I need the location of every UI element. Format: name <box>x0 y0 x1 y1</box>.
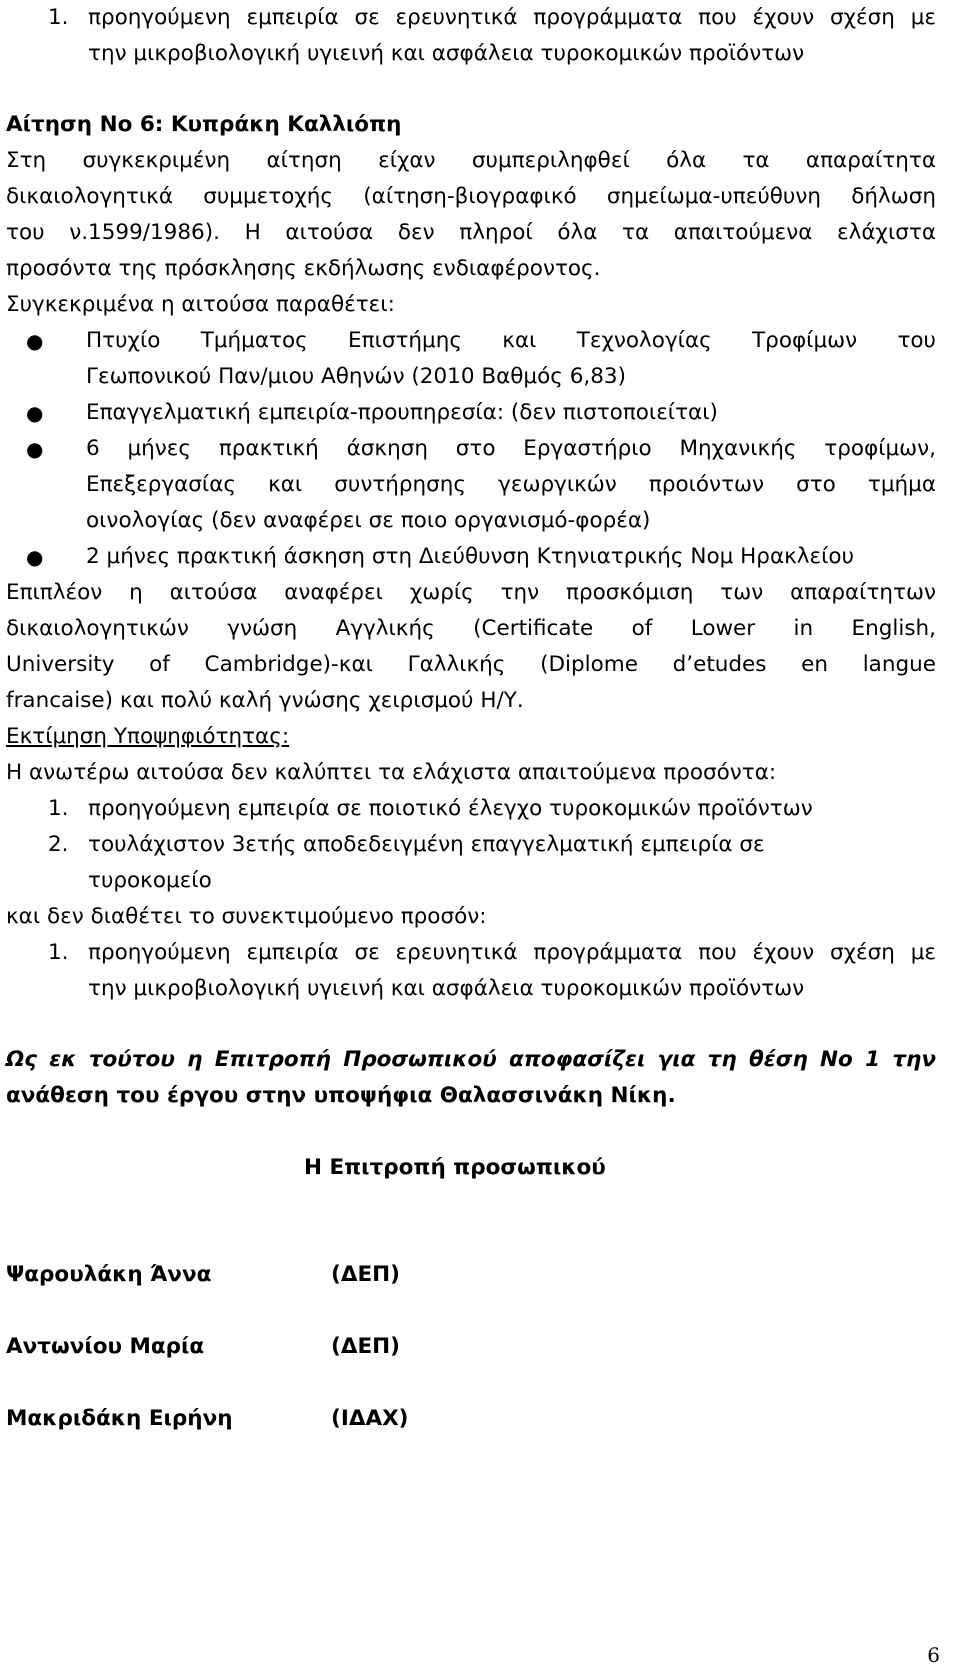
extra-line-3: University of Cambridge)-και Γαλλικής (Diplome d’etudes en langue <box>6 652 936 677</box>
not-covered-2-line-2: τυροκομείο <box>88 868 212 893</box>
top-item-line-1: προηγούμενη εμπειρία σε ερευνητικά προγράμματα που έχουν σχέση με <box>88 5 936 30</box>
extra-line-2: δικαιολογητικών γνώση Αγγλικής (Certificate of Lower in English, <box>6 616 936 641</box>
top-item-line-2: την μικροβιολογική υγιεινή και ασφάλεια τυροκομικών προϊόντων <box>88 41 805 66</box>
top-item-number: 1. <box>48 5 69 30</box>
bullet-1-last: Γεωπονικού Παν/μιου Αθηνών (2010 Βαθμός 6,83) <box>86 364 626 389</box>
nor-item-number: 1. <box>48 940 69 965</box>
not-covered-1-number: 1. <box>48 796 69 821</box>
nor-intro: και δεν διαθέτει το συνεκτιμούμενο προσόν: <box>6 904 487 929</box>
bullet-dot: ● <box>26 437 44 461</box>
bullet-3-line-2: Επεξεργασίας και συντήρησης γεωργικών προιόντων στο τμήμα <box>86 472 936 497</box>
not-covered-2-line-1: τουλάχιστον 3ετής αποδεδειγμένη επαγγελματική εμπειρία σε <box>88 832 765 857</box>
member-3-role: (ΙΔΑΧ) <box>331 1406 409 1431</box>
bullet-dot: ● <box>26 401 44 425</box>
member-2-name: Αντωνίου Μαρία <box>6 1334 205 1359</box>
bullet-2-last: Επαγγελματική εμπειρία-προυπηρεσία: (δεν πιστοποιείται) <box>86 400 718 425</box>
member-1-role: (ΔΕΠ) <box>331 1262 400 1287</box>
application-para-line-3: του ν.1599/1986). Η αιτούσα δεν πληροί όλα τα απαιτούμενα ελάχιστα <box>6 220 936 245</box>
not-covered-intro: Η ανωτέρω αιτούσα δεν καλύπτει τα ελάχιστα απαιτούμενα προσόντα: <box>6 760 777 785</box>
bullet-3-last: οινολογίας (δεν αναφέρει σε ποιο οργανισμό-φορέα) <box>86 508 651 533</box>
application-heading: Αίτηση Νο 6: Κυπράκη Καλλιόπη <box>6 112 402 137</box>
lists-intro: Συγκεκριμένα η αιτούσα παραθέτει: <box>6 292 395 317</box>
member-2-role: (ΔΕΠ) <box>331 1334 400 1359</box>
bullet-dot: ● <box>26 545 44 569</box>
decision-line-1-text: Ως εκ τούτου η Επιτροπή Προσωπικού αποφασίζει για τη θέση Νο 1 την <box>6 1047 936 1072</box>
extra-last: francaise) και πολύ καλή γνώσης χειρισμού Η/Υ. <box>6 688 524 713</box>
not-covered-1-line-1: προηγούμενη εμπειρία σε ποιοτικό έλεγχο τυροκομικών προϊόντων <box>88 796 813 821</box>
application-para-line-2: δικαιολογητικά συμμετοχής (αίτηση-βιογραφικό σημείωμα-υπεύθυνη δήλωση <box>6 184 936 209</box>
not-covered-2-number: 2. <box>48 832 69 857</box>
application-para-line-1: Στη συγκεκριμένη αίτηση είχαν συμπεριληφθεί όλα τα απαραίτητα <box>6 148 936 173</box>
assessment-heading: Εκτίμηση Υποψηφιότητας: <box>6 724 290 749</box>
nor-item-line-1: προηγούμενη εμπειρία σε ερευνητικά προγράμματα που έχουν σχέση με <box>88 940 936 965</box>
decision-line-2: ανάθεση του έργου στην υποψήφια Θαλασσινάκη Νίκη. <box>6 1083 676 1108</box>
page-number: 6 <box>927 1643 940 1667</box>
member-3-name: Μακριδάκη Ειρήνη <box>6 1406 233 1431</box>
decision-line-1 <box>6 1042 936 1078</box>
bullet-4-last: 2 μήνες πρακτική άσκηση στη Διεύθυνση Κτηνιατρικής Νομ Ηρακλείου <box>86 544 855 569</box>
member-1-name: Ψαρουλάκη Άννα <box>6 1262 212 1287</box>
bullet-3-line-1: 6 μήνες πρακτική άσκηση στο Εργαστήριο Μηχανικής τροφίμων, <box>86 436 936 461</box>
extra-line-1: Επιπλέον η αιτούσα αναφέρει χωρίς την προσκόμιση των απαραίτητων <box>6 580 936 605</box>
nor-item-line-2: την μικροβιολογική υγιεινή και ασφάλεια τυροκομικών προϊόντων <box>88 976 805 1001</box>
bullet-dot: ● <box>26 329 44 353</box>
committee-title: Η Επιτροπή προσωπικού <box>304 1155 606 1180</box>
application-para-last: προσόντα της πρόσκλησης εκδήλωσης ενδιαφέροντος. <box>6 256 601 281</box>
bullet-1-line-1: Πτυχίο Τμήματος Επιστήμης και Τεχνολογίας Τροφίμων του <box>86 328 936 353</box>
